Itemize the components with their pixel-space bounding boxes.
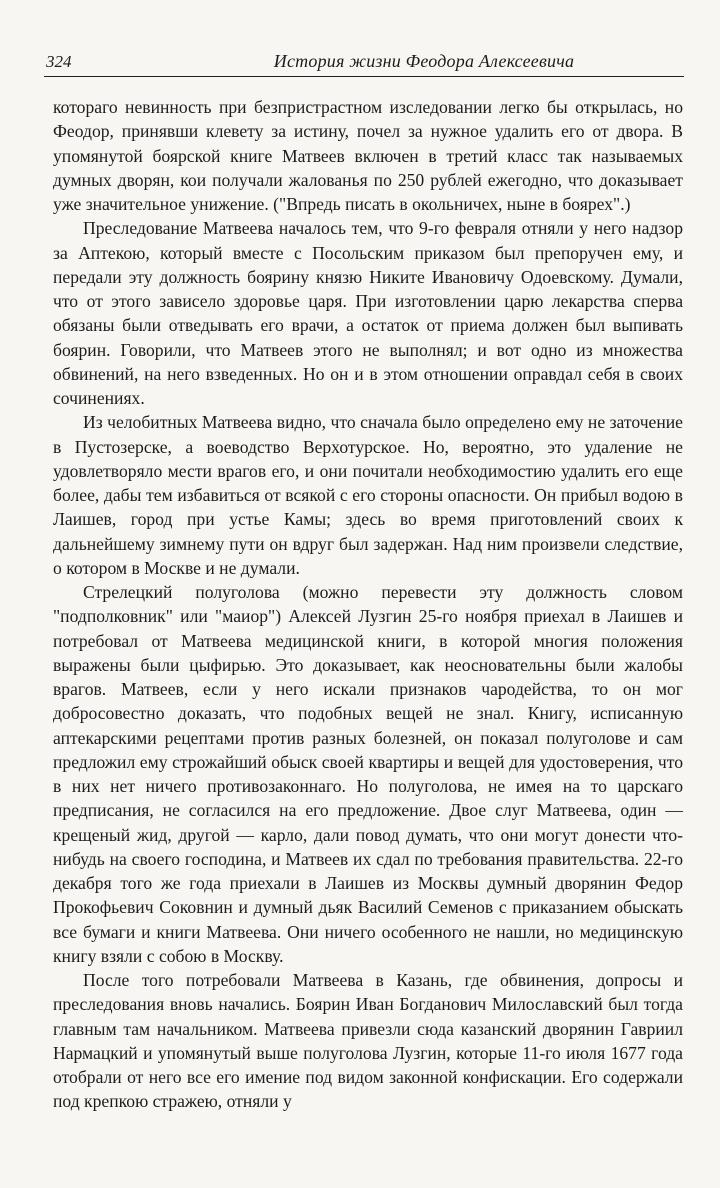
paragraph-continuation: котораго невинность при безпристрастном изследовании легко бы открылась, но Феодор, принявши клевету за истину, почел за нужное удалить его от двора. В упомянутой боярской книге Матвеев включен в третий класс так называемых думных дворян, кои получали жалованья по 250 рублей ежегодно, что доказывает уже значительное унижение. ("Впредь писать в окольничех, ныне в боярех".) bbox=[53, 97, 683, 214]
paragraph: После того потребовали Матвеева в Казань, где обвинения, допросы и преследования вновь начались. Боярин Иван Богданович Милославский был тогда главным там начальником. Матвеева привезли сюда казанский дворянин Гавриил Нармацкий и упомянутый выше полуголова Лузгин, которые 11-го июля 1677 года отобрали от него все его имение под видом законной конфискации. Его содержали под крепкою стражею, отняли у bbox=[53, 970, 683, 1112]
running-title: История жизни Феодора Алексеевича bbox=[273, 51, 575, 71]
running-header bbox=[44, 46, 684, 77]
paragraph: Из челобитных Матвеева видно, что сначала было определено ему не заточение в Пустозерске, а воеводство Верхотурское. Но, вероятно, это удаление не удовлетворяло мести врагов его, и они почитали необходимостию удалить его еще более, дабы тем избавиться от всякой с его стороны опасности. Он прибыл водою в Лаишев, город при устье Камы; здесь во время приготовлений своих к дальнейшему зимнему пути он вдруг был задержан. Над ним произвели следствие, о котором в Москве и не думали. bbox=[53, 412, 683, 578]
text-body bbox=[53, 95, 683, 1114]
page-number: 324 bbox=[46, 52, 72, 71]
paragraph: Стрелецкий полуголова (можно перевести эту должность словом "подполковник" или "маиор") Алексей Лузгин 25-го ноября приехал в Лаишев и потребовал от Матвеева медицинской книги, в которой многия положения выражены были цыфирью. Это доказывает, как неосновательны были жалобы врагов. Матвеев, если у него искали признаков чародейства, то он мог добросовестно доказать, что подобных вещей не знал. Книгу, исписанную аптекарскими рецептами против разных болезней, он показал полуголове и сам предложил ему строжайший обыск своей квартиры и вещей для удостоверения, что в них нет ничего противозаконнаго. Но полуголова, не имея на то царскаго предписания, не согласился на его предложение. Двое слуг Матвеева, один — крещеный жид, другой — карло, дали повод думать, что они могут донести что-нибудь на своего господина, и Матвеев их сдал по требования правительства. 22-го декабря того же года приехали в Лаишев из Москвы думный дворянин Федор Прокофьевич Соковнин и думный дьяк Василий Семенов с приказанием обыскать все бумаги и книги Матвеева. Они ничего особенного не нашли, но медицинскую книгу взяли с собою в Москву. bbox=[53, 582, 683, 966]
paragraph: Преследование Матвеева началось тем, что 9-го февраля отняли у него надзор за Аптекою, который вместе с Посольским приказом был препоручен ему, и передали эту должность боярину князю Никите Ивановичу Одоевскому. Думали, что от этого зависело здоровье царя. При изготовлении царю лекарства сперва обязаны были отведывать его врачи, а остаток от приема должен был выпивать боярин. Говорили, что Матвеев этого не выполнял; и вот одно из множества обвинений, на него взведенных. Но он и в этом отношении оправдал себя в своих сочинениях. bbox=[53, 218, 683, 408]
